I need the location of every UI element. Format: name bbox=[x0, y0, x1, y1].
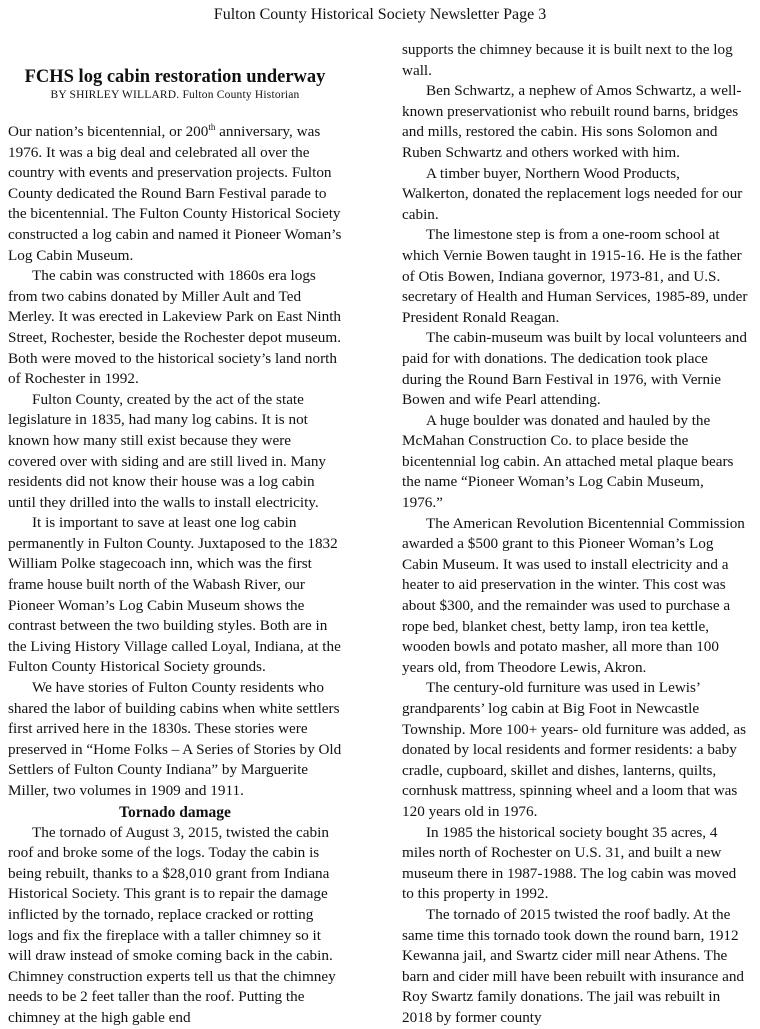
left-paragraph: The cabin was constructed with 1860s era logs from two cabins donated by Miller Ault and Ted Merley. It was erected in Lakeview Park on East Ninth Street, Rochester, beside the Rochester depot museum. Both were moved to the historical society’s land north of Rochester in 1992. bbox=[8, 267, 342, 388]
section-subhead: Tornado damage bbox=[119, 803, 231, 821]
intro-paragraph bbox=[8, 122, 342, 266]
right-column bbox=[402, 40, 748, 1029]
continued-paragraph: supports the chimney because it is built next to the log wall. bbox=[402, 41, 733, 79]
tornado-paragraph: The tornado of August 3, 2015, twisted the cabin roof and broke some of the logs. Today the cabin is being rebuilt, thanks to a $28,010 grant from Indiana Historical Society. This grant is to repair the damage inflicted by the tornado, replace cracked or rotting logs and fix the fireplace with a taller chimney so it will draw instead of smoke coming back in the cabin. Chimney construction experts tell us that the chimney needs to be 2 feet taller than the roof. Putting the chimney at the high gable end bbox=[8, 823, 336, 1026]
left-paragraph: Fulton County, created by the act of the state legislature in 1835, had many log cabins. It is not known how many still exist because they were covered over with siding and are still lived in. Many residents did not know their house was a log cabin until they drilled into the walls to install electricity. bbox=[8, 390, 327, 511]
intro-text-start: Our nation’s bicentennial, or 200 bbox=[8, 123, 209, 140]
left-paragraph: We have stories of Fulton County residents who shared the labor of building cabins when white settlers first arrived here in the 1830s. These stories were preserved in “Home Folks – A Series of Stories by Old Settlers of Fulton County Indiana” by Marguerite Miller, two volumes in 1909 and 1911. bbox=[8, 679, 342, 799]
left-column bbox=[8, 122, 342, 1029]
intro-superscript: th bbox=[208, 121, 216, 132]
left-paragraph: It is important to save at least one log cabin permanently in Fulton County. Juxtaposed to the 1832 William Polke stagecoach inn, which was the first frame house built north of the Wabash River, our Pioneer Woman’s Log Cabin Museum shows the contrast between the two building styles. Both are in the Living History Village called Loyal, Indiana, at the Fulton County Historical Society grounds. bbox=[8, 514, 341, 676]
right-paragraph: The tornado of 2015 twisted the roof badly. At the same time this tornado took down the round barn, 1912 Kewanna jail, and Swartz cider mill near Athens. The barn and cider mill have been rebuilt with insurance and Roy Swartz family donations. The jail was rebuilt in 2018 by former county bbox=[402, 905, 745, 1026]
right-paragraph: In 1985 the historical society bought 35 acres, 4 miles north of Rochester on U.S. 31, and built a new museum there in 1987-1988. The log cabin was moved to this property in 1992. bbox=[402, 823, 737, 903]
right-paragraph: The century-old furniture was used in Lewis’ grandparents’ log cabin at Big Foot in Newcastle Township. More 100+ years- old furniture was added, as donated by local residents and former residents: a baby cradle, cupboard, skillet and dishes, lanterns, quilts, cornhusk mattress, spinning wheel and a loom that was 120 years old in 1976. bbox=[402, 679, 747, 820]
right-paragraph: The cabin-museum was built by local volunteers and paid for with donations. The dedication took place during the Round Barn Festival in 1976, with Vernie Bowen and wife Pearl attending. bbox=[402, 329, 747, 409]
page-header: Fulton County Historical Society Newsletter Page 3 bbox=[213, 6, 547, 23]
right-paragraph: The American Revolution Bicentennial Commission awarded a $500 grant to this Pioneer Woman’s Log Cabin Museum. It was used to install electricity and a heater to aid preservation in the winter. This cost was about $300, and the remainder was used to purchase a rope bed, blanket chest, betty lamp, iron tea kettle, wooden bowls and potato masher, all more than 100 years old, from Theodore Lewis, Akron. bbox=[402, 514, 745, 676]
intro-text-end: anniversary, was 1976. It was a big deal and celebrated all over the country with events and preservation projects. Fulton County dedicated the Round Barn Festival parade to the bicentennial. The Fulton County Historical Society constructed a log cabin and named it Pioneer Woman’s Log Cabin Museum. bbox=[8, 123, 342, 264]
right-paragraph: A huge boulder was donated and hauled by the McMahan Construction Co. to place beside the bicentennial log cabin. An attached metal plaque bears the name “Pioneer Woman’s Log Cabin Museum, 1976.” bbox=[402, 411, 734, 512]
right-paragraph: The limestone step is from a one-room school at which Vernie Bowen taught in 1915-16. He is the father of Otis Bowen, Indiana governor, 1973-81, and U.S. secretary of Health and Human Services, 1985-89, under President Ronald Reagan. bbox=[402, 226, 748, 326]
article-byline: BY SHIRLEY WILLARD. Fulton County Historian bbox=[50, 89, 300, 101]
article-headline: FCHS log cabin restoration underway bbox=[24, 67, 326, 87]
right-paragraph: A timber buyer, Northern Wood Products, Walkerton, donated the replacement logs needed for our cabin. bbox=[402, 164, 743, 223]
right-paragraph: Ben Schwartz, a nephew of Amos Schwartz, a well-known preservationist who rebuilt round barns, bridges and mills, restored the cabin. His sons Solomon and Ruben Schwartz and others worked with him. bbox=[402, 82, 742, 161]
